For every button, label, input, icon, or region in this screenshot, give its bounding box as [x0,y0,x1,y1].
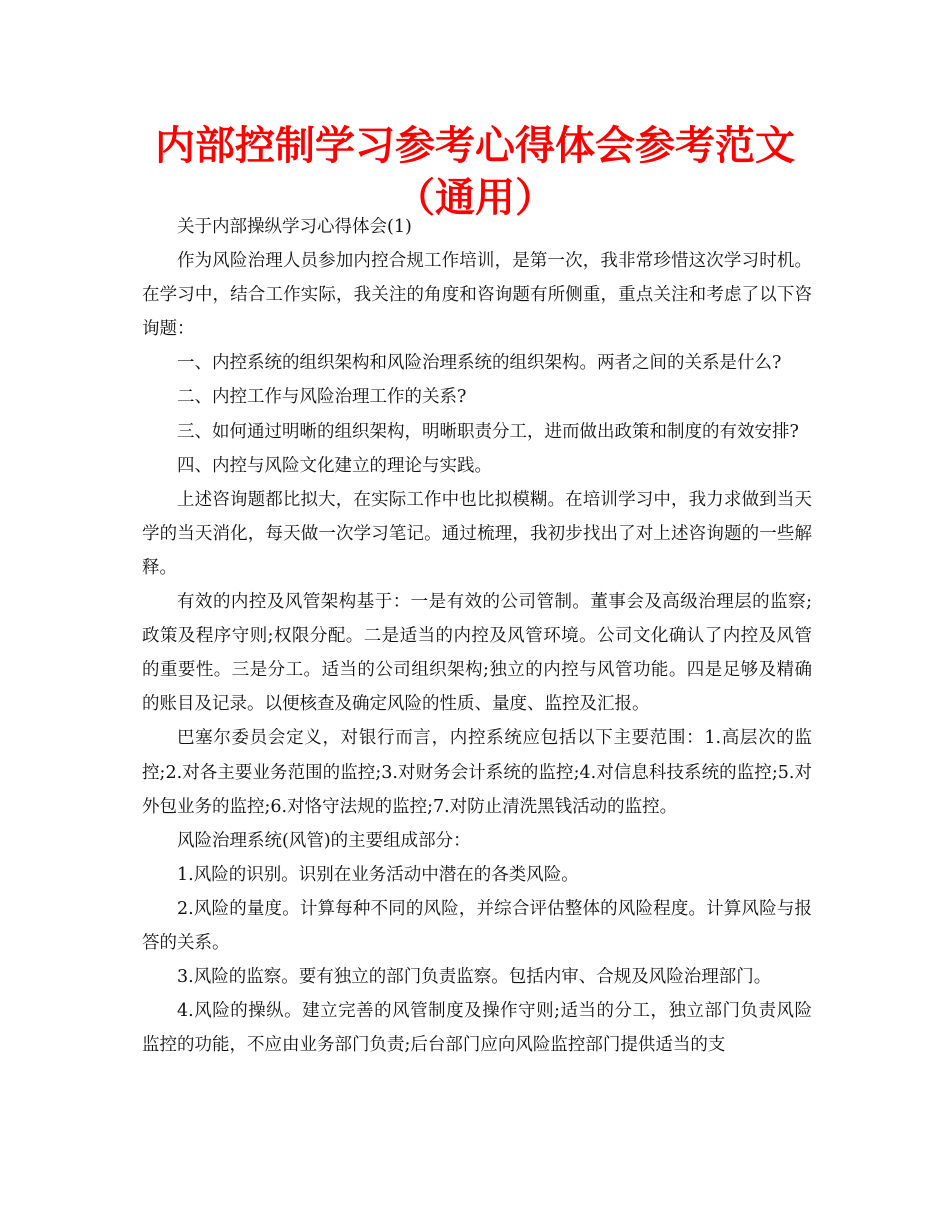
paragraph-7: 上述咨询题都比拟大，在实际工作中也比拟模糊。在培训学习中，我力求做到当天学的当天消化，每天做一次学习笔记。通过梳理，我初步找出了对上述咨询题的一些解释。 [142,489,812,578]
paragraph-10: 风险治理系统(风管)的主要组成部分： [177,830,471,851]
paragraph-8: 有效的内控及风管架构基于：一是有效的公司管制。董事会及高级治理层的监察;政策及程序守则;权限分配。二是适当的内控及风管环境。公司文化确认了内控及风管的重要性。三是分工。适当的公司组织架构;独立的内控与风管功能。四是足够及精确的账目及记录。以便核查及确定风险的性质、量度、监控及汇报。 [142,592,812,715]
paragraph-9: 巴塞尔委员会定义，对银行而言，内控系统应包括以下主要范围：1.高层次的监控;2.对各主要业务范围的监控;3.对财务会计系统的监控;4.对信息科技系统的监控;5.对外包业务的监控;6.对恪守法规的监控;7.对防止清洗黑钱活动的监控。 [142,728,812,817]
paragraph-1: 关于内部操纵学习心得体会(1) [177,217,412,237]
paragraph-3: 一、内控系统的组织架构和风险治理系统的组织架构。两者之间的关系是什么? [177,353,782,374]
paragraph-12: 2.风险的量度。计算每种不同的风险，并综合评估整体的风险程度。计算风险与报答的关系。 [142,898,812,953]
paragraph-2: 作为风险治理人员参加内控合规工作培训，是第一次，我非常珍惜这次学习时机。在学习中，结合工作实际，我关注的角度和咨询题有所侧重，重点关注和考虑了以下咨询题： [142,251,812,340]
paragraph-14: 4.风险的操纵。建立完善的风管制度及操作守则;适当的分工，独立部门负责风险监控的功能，不应由业务部门负责;后台部门应向风险监控部门提供适当的支 [142,1001,812,1056]
paragraph-13: 3.风险的监察。要有独立的部门负责监察。包括内审、合规及风险治理部门。 [177,967,772,988]
paragraph-6: 四、内控与风险文化建立的理论与实践。 [177,455,492,476]
paragraph-4: 二、内控工作与风险治理工作的关系? [177,387,467,408]
document-title: 内部控制学习参考心得体会参考范文（通用） [155,123,795,221]
paragraph-11: 1.风险的识别。识别在业务活动中潜在的各类风险。 [177,864,579,885]
paragraph-5: 三、如何通过明晰的组织架构，明晰职责分工，进而做出政策和制度的有效安排? [177,421,799,442]
document-body [142,210,812,1062]
